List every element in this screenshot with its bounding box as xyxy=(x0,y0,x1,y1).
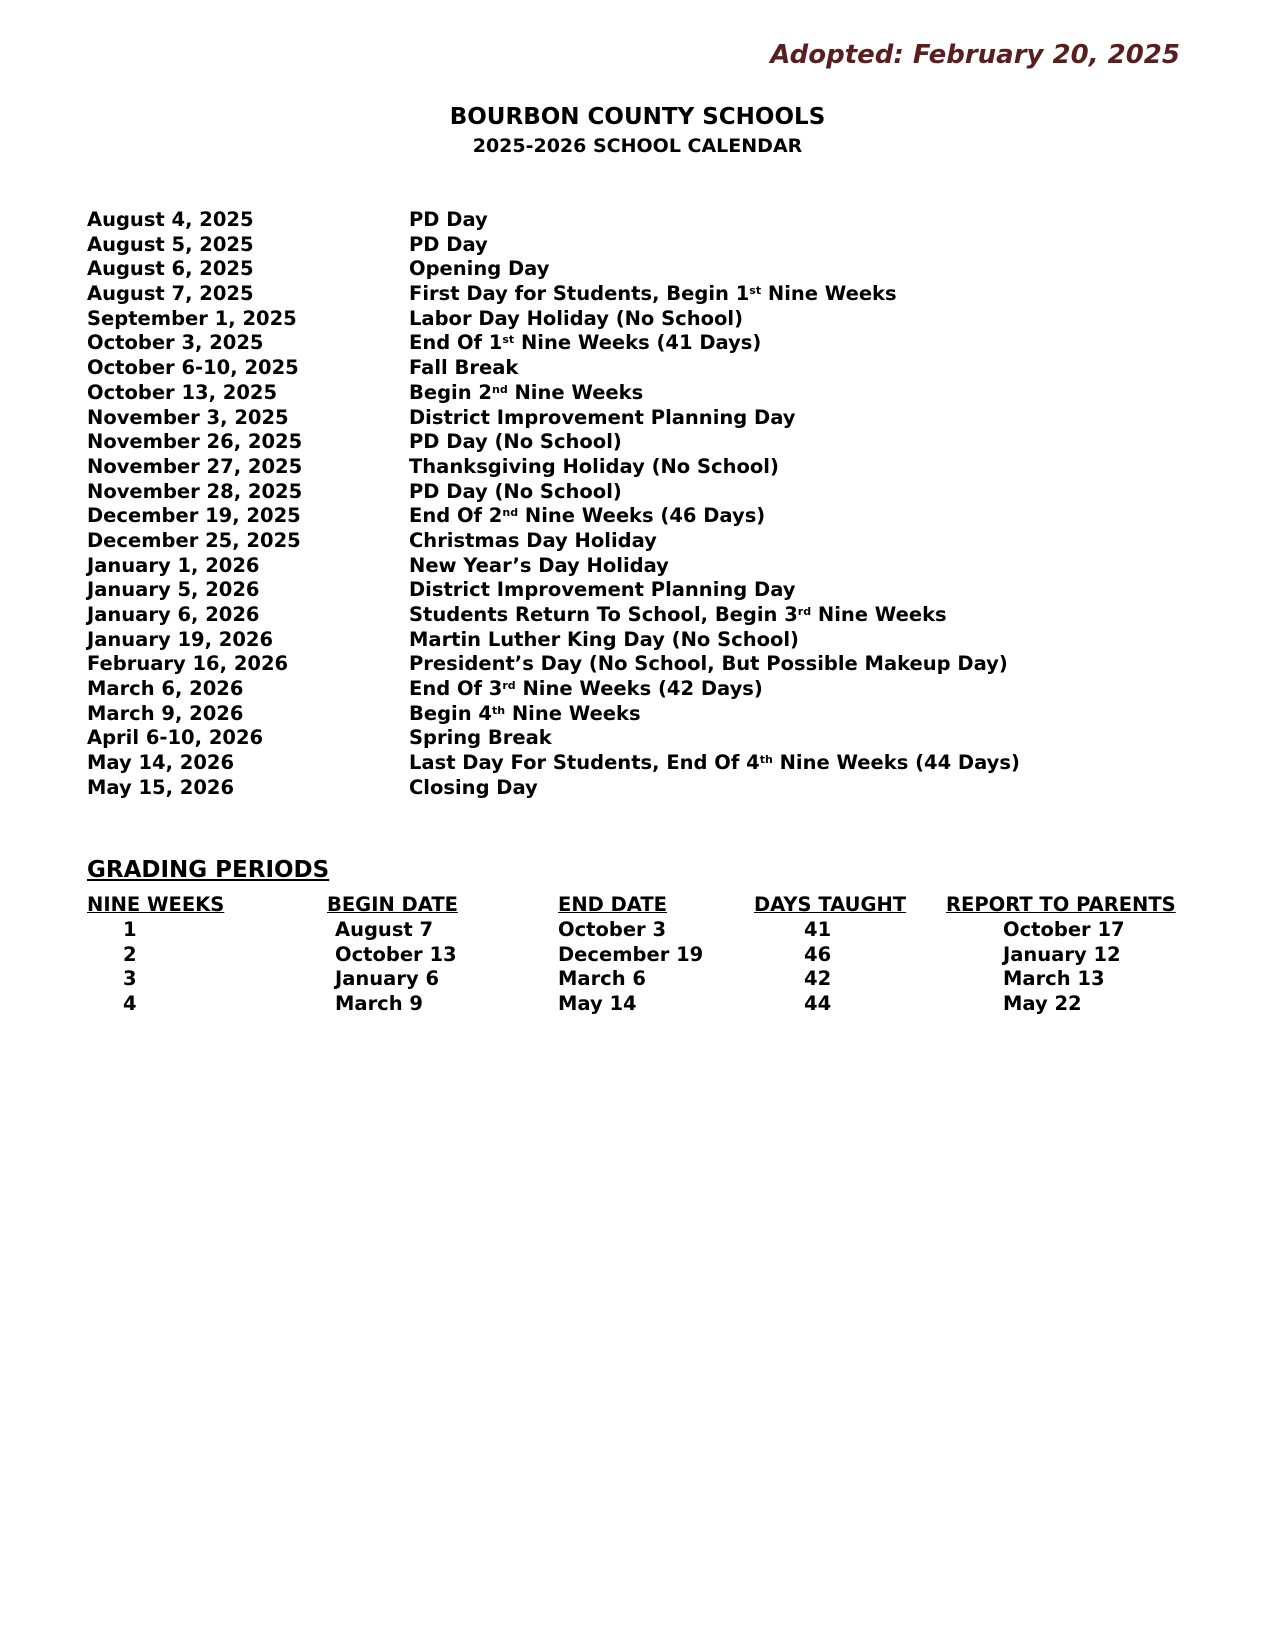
calendar-event-row xyxy=(87,776,1187,801)
event-date: December 19, 2025 xyxy=(87,504,301,528)
event-text: Fall Break xyxy=(409,356,519,380)
calendar-event-row xyxy=(87,628,1187,653)
cell-end-date: May 14 xyxy=(558,992,637,1016)
event-date: March 6, 2026 xyxy=(87,677,244,701)
event-description xyxy=(409,233,488,258)
event-description xyxy=(409,603,947,628)
header-report-to-parents: REPORT TO PARENTS xyxy=(946,893,1176,916)
event-date: April 6-10, 2026 xyxy=(87,726,264,750)
event-description xyxy=(409,751,1020,776)
calendar-events-list xyxy=(87,208,1187,801)
event-date: October 3, 2025 xyxy=(87,331,264,355)
event-text: Closing Day xyxy=(409,775,538,799)
cell-report-to-parents: March 13 xyxy=(1003,967,1105,991)
event-text: Nine Weeks xyxy=(761,282,897,306)
calendar-event-row xyxy=(87,208,1187,233)
calendar-event-row xyxy=(87,430,1187,455)
calendar-event-row xyxy=(87,282,1187,307)
calendar-event-row xyxy=(87,233,1187,258)
calendar-event-row xyxy=(87,381,1187,406)
header-days-taught: DAYS TAUGHT xyxy=(754,893,907,916)
calendar-event-row xyxy=(87,677,1187,702)
calendar-event-row xyxy=(87,751,1187,776)
event-text: President’s Day (No School, But Possible Makeup Day) xyxy=(409,652,1008,676)
event-text: Last Day For Students, End Of 4 xyxy=(409,751,760,775)
ordinal-suffix: nd xyxy=(491,382,508,396)
event-text: First Day for Students, Begin 1 xyxy=(409,282,750,306)
calendar-event-row xyxy=(87,480,1187,505)
event-description xyxy=(409,529,657,554)
event-date: August 4, 2025 xyxy=(87,208,254,231)
event-text: Begin 4 xyxy=(409,701,492,725)
cell-days-taught: 44 xyxy=(804,992,832,1016)
event-date: October 13, 2025 xyxy=(87,380,278,404)
event-text: Labor Day Holiday (No School) xyxy=(409,306,743,330)
adopted-date: Adopted: February 20, 2025 xyxy=(770,40,1180,70)
event-date: December 25, 2025 xyxy=(87,528,301,552)
header-begin-date: BEGIN DATE xyxy=(327,893,458,916)
event-description xyxy=(409,578,795,603)
ordinal-suffix: st xyxy=(749,284,762,298)
page-subtitle: 2025-2026 SCHOOL CALENDAR xyxy=(472,135,803,157)
event-text: PD Day xyxy=(409,208,488,231)
calendar-event-row xyxy=(87,726,1187,751)
ordinal-suffix: th xyxy=(759,753,773,767)
event-text: Nine Weeks xyxy=(507,380,644,404)
cell-end-date: March 6 xyxy=(558,967,646,991)
ordinal-suffix: nd xyxy=(502,506,519,520)
event-description xyxy=(409,455,779,480)
event-description xyxy=(409,381,643,406)
cell-nine-weeks: 1 xyxy=(123,917,137,941)
cell-days-taught: 42 xyxy=(804,967,832,991)
cell-nine-weeks: 3 xyxy=(123,967,137,991)
event-description xyxy=(409,628,799,653)
calendar-event-row xyxy=(87,331,1187,356)
event-description xyxy=(409,430,622,455)
cell-begin-date: August 7 xyxy=(335,917,434,941)
cell-days-taught: 46 xyxy=(804,942,832,966)
cell-begin-date: March 9 xyxy=(335,992,423,1016)
table-row xyxy=(87,967,1187,992)
calendar-event-row xyxy=(87,504,1187,529)
event-date: March 9, 2026 xyxy=(87,701,244,725)
ordinal-suffix: rd xyxy=(797,605,812,618)
event-date: May 14, 2026 xyxy=(87,751,235,775)
calendar-event-row xyxy=(87,356,1187,381)
event-text: End Of 3 xyxy=(409,677,503,701)
event-date: November 3, 2025 xyxy=(87,405,289,429)
event-date: January 19, 2026 xyxy=(87,627,274,651)
cell-end-date: October 3 xyxy=(558,917,667,941)
event-text: Christmas Day Holiday xyxy=(409,528,657,552)
cell-report-to-parents: May 22 xyxy=(1003,992,1082,1016)
event-description xyxy=(409,307,743,332)
event-date: September 1, 2025 xyxy=(87,306,297,330)
event-text: Nine Weeks (46 Days) xyxy=(518,504,766,528)
event-description xyxy=(409,504,765,529)
event-text: Nine Weeks xyxy=(505,701,641,725)
event-date: November 27, 2025 xyxy=(87,454,303,478)
ordinal-suffix: th xyxy=(491,703,506,717)
event-text: Nine Weeks (41 Days) xyxy=(514,331,762,355)
event-description xyxy=(409,282,897,307)
header-nine-weeks: NINE WEEKS xyxy=(87,893,225,916)
event-description xyxy=(409,480,622,505)
table-row xyxy=(87,918,1187,943)
event-description xyxy=(409,331,761,356)
calendar-event-row xyxy=(87,603,1187,628)
event-date: November 26, 2025 xyxy=(87,430,303,454)
grading-periods-heading: GRADING PERIODS xyxy=(87,857,330,883)
event-date: January 6, 2026 xyxy=(87,603,260,626)
calendar-event-row xyxy=(87,578,1187,603)
calendar-event-row xyxy=(87,652,1187,677)
event-text: Students Return To School, Begin 3 xyxy=(409,603,798,626)
event-text: Nine Weeks xyxy=(811,603,947,626)
event-text: District Improvement Planning Day xyxy=(409,578,796,602)
event-text: PD Day xyxy=(409,232,488,256)
event-text: End Of 1 xyxy=(409,331,503,355)
event-date: August 5, 2025 xyxy=(87,232,254,256)
ordinal-suffix: rd xyxy=(502,679,516,693)
event-text: District Improvement Planning Day xyxy=(409,405,796,429)
event-text: Begin 2 xyxy=(409,380,492,404)
header-end-date: END DATE xyxy=(558,893,668,916)
cell-days-taught: 41 xyxy=(804,917,832,941)
event-date: January 1, 2026 xyxy=(87,553,260,577)
event-text: PD Day (No School) xyxy=(409,430,622,454)
cell-begin-date: January 6 xyxy=(335,967,440,991)
event-date: August 7, 2025 xyxy=(87,282,254,306)
event-description xyxy=(409,726,552,751)
event-date: January 5, 2026 xyxy=(87,578,260,602)
event-date: August 6, 2025 xyxy=(87,257,254,281)
calendar-event-row xyxy=(87,406,1187,431)
page-title: BOURBON COUNTY SCHOOLS xyxy=(449,104,826,130)
event-text: Martin Luther King Day (No School) xyxy=(409,627,799,651)
event-description xyxy=(409,776,538,801)
event-text: Spring Break xyxy=(409,726,552,750)
event-text: New Year’s Day Holiday xyxy=(409,553,669,577)
calendar-event-row xyxy=(87,554,1187,579)
calendar-event-row xyxy=(87,307,1187,332)
cell-begin-date: October 13 xyxy=(335,942,457,966)
cell-nine-weeks: 2 xyxy=(123,942,137,966)
grading-table-header xyxy=(87,893,1187,918)
event-description xyxy=(409,406,795,431)
event-description xyxy=(409,702,641,727)
event-description xyxy=(409,554,669,579)
event-description xyxy=(409,257,549,282)
event-text: Thanksgiving Holiday (No School) xyxy=(409,454,779,478)
cell-report-to-parents: January 12 xyxy=(1003,942,1121,966)
event-description xyxy=(409,356,518,381)
calendar-event-row xyxy=(87,529,1187,554)
cell-end-date: December 19 xyxy=(558,942,704,966)
event-date: October 6-10, 2025 xyxy=(87,356,299,380)
table-row xyxy=(87,943,1187,968)
table-row xyxy=(87,992,1187,1017)
cell-nine-weeks: 4 xyxy=(123,992,137,1016)
calendar-event-row xyxy=(87,257,1187,282)
ordinal-suffix: st xyxy=(502,333,515,347)
event-description xyxy=(409,208,488,233)
calendar-event-row xyxy=(87,455,1187,480)
event-date: February 16, 2026 xyxy=(87,652,289,676)
event-text: PD Day (No School) xyxy=(409,479,622,503)
event-date: May 15, 2026 xyxy=(87,775,235,799)
event-description xyxy=(409,652,1008,677)
event-text: Nine Weeks (44 Days) xyxy=(772,751,1020,775)
event-text: Opening Day xyxy=(409,257,550,281)
calendar-event-row xyxy=(87,702,1187,727)
cell-report-to-parents: October 17 xyxy=(1003,917,1125,941)
event-date: November 28, 2025 xyxy=(87,479,303,503)
grading-periods-table xyxy=(87,893,1187,1017)
event-description xyxy=(409,677,763,702)
event-text: End Of 2 xyxy=(409,504,503,528)
event-text: Nine Weeks (42 Days) xyxy=(515,677,763,701)
